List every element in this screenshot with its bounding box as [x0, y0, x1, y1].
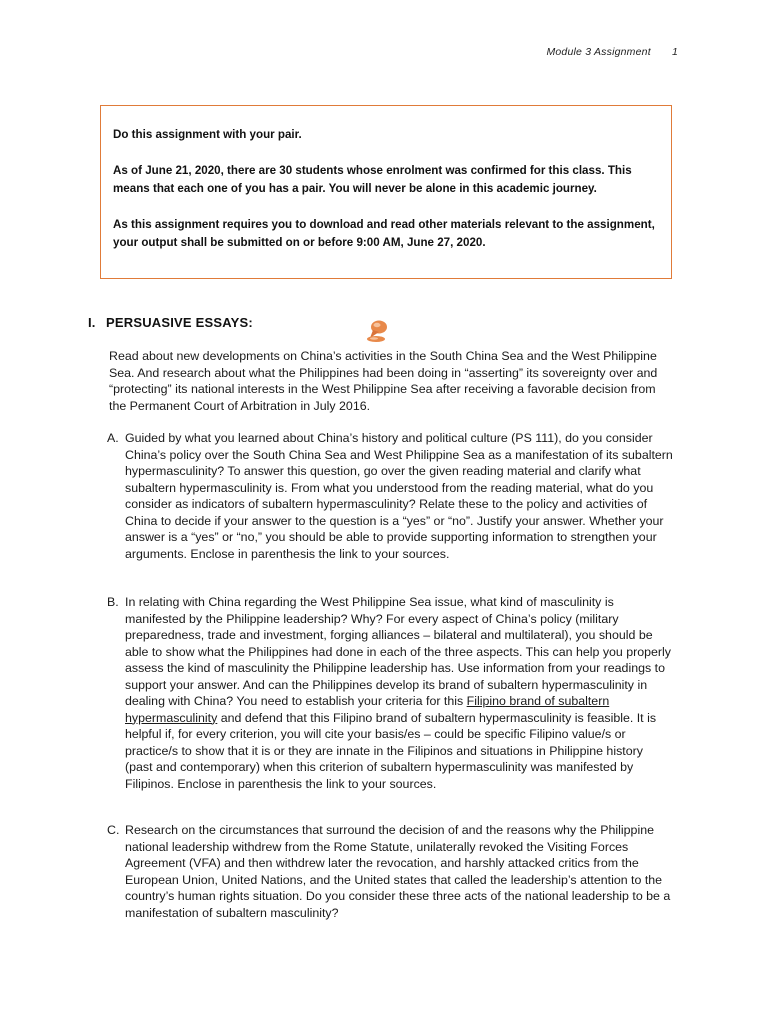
section-intro: Read about new developments on China’s activities in the South China Sea and the West Philippine Sea. And research about what the Philippines had been doing in “asserting” its sovereignty over and “protecting” its national interests in the West Philippine Sea after receiving a favorable decision from the Permanent Court of Arbitration in July 2016.: [109, 349, 658, 413]
item-text: Guided by what you learned about China’s history and political culture (PS 111), do you consider China’s policy over the South China Sea and West Philippine Sea as a manifestation of its subaltern hypermasculinity? To answer this question, go over the given reading material and clarify what subaltern hypermasculinity is. From what you understood from the reading material, what do you consider as indicators of subaltern hypermasculinity? Relate these to the policy and activities of China to decide if your answer to the question is a “yes” or “no”. Justify your answer. Whether your answer is a “yes” or “no,” you should be able to provide supporting information to strengthen your arguments. Enclose in parenthesis the link to your sources.: [125, 431, 673, 561]
notice-line-deadline: As this assignment requires you to download and read other materials relevant to the assignment, your output shall be submitted on or before 9:00 AM, June 27, 2020.: [113, 218, 655, 249]
list-item-b: [107, 594, 673, 792]
pushpin-icon: [364, 318, 392, 344]
notice-line-pair: Do this assignment with your pair.: [113, 128, 302, 141]
item-text-after: and defend that this Filipino brand of subaltern hypermasculinity is feasible. It is helpful if, for every criterion, you will cite your basis/es – could be specific Filipino value/s or practice/s to show that it is or they are innate in the Filipinos and situations in Philippine history (past and contemporary) when this criterion of subaltern hypermasculinity was manifested by Filipinos. Enclose in parenthesis the link to your sources.: [125, 710, 657, 791]
item-text: [125, 594, 673, 792]
list-item-a: [107, 430, 673, 562]
page-number: 1: [671, 46, 678, 58]
section-title: PERSUASIVE ESSAYS:: [106, 315, 253, 330]
item-text: Research on the circumstances that surround the decision of and the reasons why the Philippine national leadership withdrew from the Rome Statute, unilaterally revoked the Visiting Forces Agreement (VFA) and then withdrew later the revocation, and harshly attacked critics from the European Union, United Nations, and the United states that called the leadership’s attention to the country’s human rights situation. Do you consider these three acts of the national leadership to be a manifestation of subaltern masculinity?: [125, 823, 671, 920]
item-text-before: In relating with China regarding the West Philippine Sea issue, what kind of masculinity is manifested by the Philippine leadership? Why? For every aspect of China’s policy (military preparedness, trade and investment, forging alliances – bilateral and multilateral), you should be able to show what the Philippines had done in each of the three aspects. This can help you properly assess the kind of masculinity the Philippine leadership has. Use information from your readings to support your answer. And can the Philippines develop its brand of subaltern hypermasculinity in dealing with China? You need to establish your criteria for this: [125, 595, 671, 708]
page-header: [546, 46, 678, 58]
underlined-term: Filipino brand of subaltern hypermasculinity: [125, 694, 610, 725]
notice-line-enrolment: As of June 21, 2020, there are 30 students whose enrolment was confirmed for this class. This means that each one of you has a pair. You will never be alone in this academic journey.: [113, 164, 632, 195]
header-title: Module 3 Assignment: [546, 46, 651, 58]
item-letter: A.: [107, 431, 119, 445]
list-item-c: [107, 822, 673, 921]
section-numeral: I.: [88, 315, 96, 330]
item-letter: B.: [107, 595, 119, 609]
notice-box: [100, 105, 672, 279]
section-heading: [88, 315, 253, 330]
item-letter: C.: [107, 823, 120, 837]
